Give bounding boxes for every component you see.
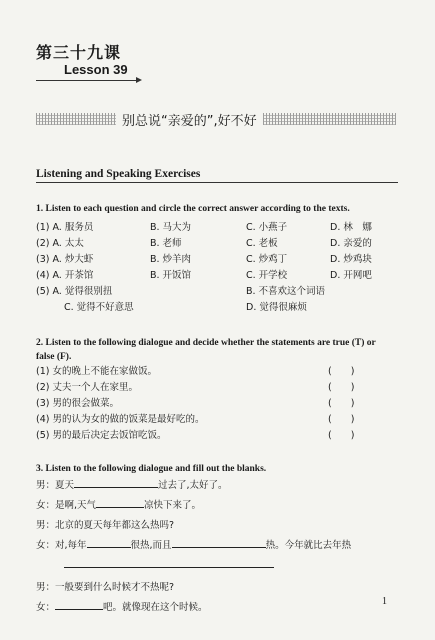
- q1-option: (3) A. 炒大虾: [36, 254, 94, 265]
- title-dotted-pattern-right: [263, 113, 396, 125]
- q2-statement: [36, 380, 396, 396]
- q1-option: B. 炒羊肉: [150, 254, 192, 265]
- lesson-title-band: [36, 112, 396, 129]
- q1-option: D. 炒鸡块: [330, 254, 372, 265]
- q2-statement: [36, 428, 396, 444]
- fill-blank[interactable]: [64, 558, 274, 568]
- fill-blank[interactable]: [55, 600, 103, 610]
- q1-option: B. 开饭馆: [150, 270, 192, 281]
- q1-option: C. 炒鸡丁: [246, 254, 288, 265]
- dialogue-line: 男：一般要到什么时候才不热呢?: [36, 582, 175, 593]
- answer-parentheses: ( ): [328, 398, 355, 409]
- q1-row: [36, 300, 372, 316]
- q1-row: [36, 220, 372, 236]
- fill-blank[interactable]: [96, 498, 144, 508]
- q1-row: [36, 252, 372, 268]
- dialogue-line: [36, 538, 396, 554]
- answer-parentheses: ( ): [328, 366, 355, 377]
- q1-option: (4) A. 开茶馆: [36, 270, 94, 281]
- q1-option: D. 觉得很麻烦: [246, 302, 307, 313]
- q2-instruction: 2. Listen to the following dialogue and decide whether the statements are true (T) or false (F).: [36, 338, 376, 362]
- q1-option: D. 林 娜: [330, 222, 372, 233]
- dialogue-text: 男：夏天: [36, 480, 75, 491]
- q1-row: [36, 268, 372, 284]
- fill-blank[interactable]: [87, 538, 131, 548]
- fill-blank[interactable]: [172, 538, 266, 548]
- dialogue-text: 热。今年就比去年热: [265, 540, 352, 551]
- q1-instruction: 1. Listen to each question and circle the correct answer according to the texts.: [36, 204, 350, 214]
- q1-row: [36, 284, 372, 300]
- q1-option: C. 小燕子: [246, 222, 288, 233]
- header-arrow-line: [36, 80, 138, 81]
- dialogue-text: 女：: [36, 602, 56, 613]
- answer-parentheses: ( ): [328, 414, 355, 425]
- dialogue-text: 过去了,太好了。: [158, 480, 228, 491]
- q2-statement-text: (2) 丈夫一个人在家里。: [36, 382, 138, 393]
- q1-option: B. 不喜欢这个词语: [246, 286, 326, 297]
- q2-statements: [36, 364, 396, 444]
- dialogue-line: 男：北京的夏天每年都这么热吗?: [36, 520, 175, 531]
- title-dotted-pattern-left: [36, 113, 116, 125]
- dialogue-line: [36, 478, 396, 494]
- q2-statement: [36, 412, 396, 428]
- q1-option: (5) A. 觉得很别扭: [36, 286, 113, 297]
- q2-statement-text: (1) 女的晚上不能在家做饭。: [36, 366, 157, 377]
- q2-statement: [36, 396, 396, 412]
- q1-option: C. 开学校: [246, 270, 288, 281]
- q2-statement: [36, 364, 396, 380]
- q3-instruction: 3. Listen to the following dialogue and fill out the blanks.: [36, 464, 267, 474]
- fill-blank[interactable]: [74, 478, 158, 488]
- page-number: 1: [382, 596, 387, 607]
- q1-option: (2) A. 太太: [36, 238, 84, 249]
- dialogue-text: 女：对,每年: [36, 540, 87, 551]
- q1-option: D. 亲爱的: [330, 238, 372, 249]
- q2-statement-text: (4) 男的认为女的做的饭菜是最好吃的。: [36, 414, 205, 425]
- lesson-number-en: Lesson 39: [64, 62, 128, 77]
- lesson-number-cn: 第三十九课: [36, 43, 122, 62]
- q1-option: B. 马大为: [150, 222, 192, 233]
- q1-option: D. 开网吧: [330, 270, 372, 281]
- dialogue-line: [36, 600, 396, 616]
- dialogue-line: [36, 498, 396, 514]
- q1-row: [36, 236, 372, 252]
- q1-option: (1) A. 服务员: [36, 222, 94, 233]
- q1-options: [36, 220, 372, 316]
- q3-dialogue: [36, 478, 396, 616]
- dialogue-text: 女：是啊,天气: [36, 500, 97, 511]
- lesson-title: 别总说“亲爱的”,好不好: [122, 113, 257, 129]
- q2-statement-text: (3) 男的很会做菜。: [36, 398, 119, 409]
- dialogue-line: [36, 558, 396, 574]
- q2-statement-text: (5) 男的最后决定去饭馆吃饭。: [36, 430, 167, 441]
- dialogue-text: 吧。就像现在这个时候。: [103, 602, 208, 613]
- header-arrowhead: [136, 77, 142, 83]
- section-heading: Listening and Speaking Exercises: [36, 168, 201, 180]
- answer-parentheses: ( ): [328, 382, 355, 393]
- q1-option: B. 老师: [150, 238, 182, 249]
- q1-option: C. 觉得不好意思: [64, 302, 134, 313]
- dialogue-text: 凉快下来了。: [144, 500, 202, 511]
- answer-parentheses: ( ): [328, 430, 355, 441]
- section-rule: [36, 182, 398, 183]
- dialogue-text: 很热,而且: [130, 540, 172, 551]
- q1-option: C. 老板: [246, 238, 278, 249]
